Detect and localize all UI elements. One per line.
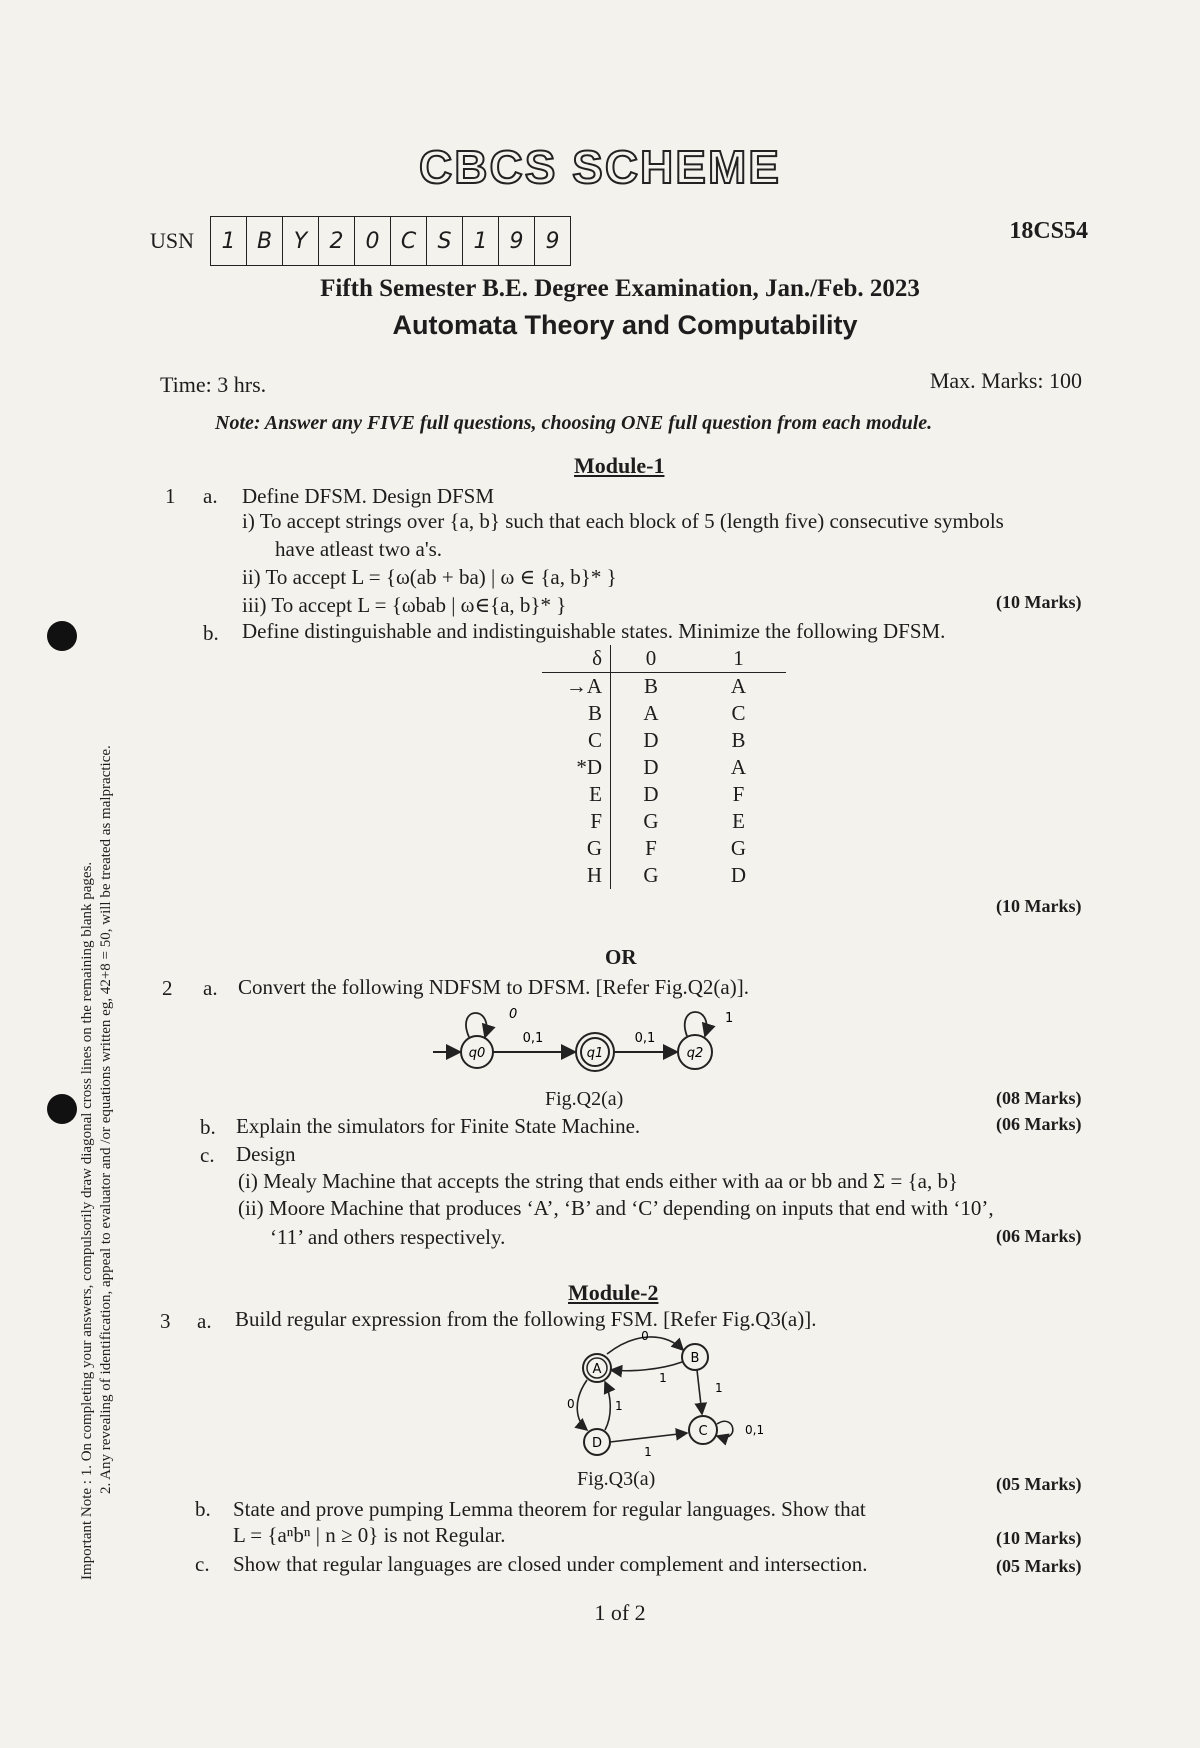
q2c-letter: c. — [200, 1143, 215, 1167]
q3b-marks: (10 Marks) — [996, 1528, 1082, 1548]
or-separator: OR — [605, 945, 637, 969]
edge-q1-q2-label: 0,1 — [634, 1031, 656, 1046]
state-q0-label: q0 — [468, 1046, 486, 1061]
q1b-text: Define distinguishable and indistinguishable states. Minimize the following DFSM. — [242, 619, 946, 643]
q2b-letter: b. — [200, 1115, 216, 1139]
usn-char: C — [391, 217, 427, 265]
q1a-i-line2: have atleast two a's. — [275, 537, 443, 561]
q1a-iii: iii) To accept L = {ωbab | ω∈{a, b}* } — [242, 593, 567, 617]
loop-C-label: 0,1 — [745, 1423, 765, 1437]
usn-char: 9 — [545, 228, 560, 254]
exam-time: Time: 3 hrs. — [160, 372, 267, 397]
table-row: *D D A — [542, 754, 786, 781]
q2c-ii-line1: (ii) Moore Machine that produces ‘A’, ‘B’ and ‘C’ depending on inputs that end with ‘10’, — [238, 1196, 994, 1220]
usn-char: Y — [283, 217, 319, 265]
usn-char: S — [427, 217, 463, 265]
dfsm-transition-table — [542, 645, 786, 889]
q2c-marks: (06 Marks) — [996, 1226, 1082, 1246]
q2a-text: Convert the following NDFSM to DFSM. [Refer Fig.Q2(a)]. — [238, 975, 749, 999]
state-q1-label: q1 — [586, 1046, 604, 1061]
table-row: C D B — [542, 727, 786, 754]
module-2-heading: Module-2 — [568, 1280, 659, 1305]
q2c-i: (i) Mealy Machine that accepts the string that ends either with aa or bb and Σ = {a, b} — [238, 1169, 959, 1193]
exam-title: Fifth Semester B.E. Degree Examination, Jan./Feb. 2023 — [320, 275, 920, 302]
q2a-marks: (08 Marks) — [996, 1088, 1082, 1108]
state-q2-label: q2 — [686, 1046, 704, 1061]
side-note-line2: 2. Any revealing of identification, appeal to evaluator and /or equations written eg, 42+8 = 50, will be treated as malpractice. — [98, 745, 114, 1494]
edge-B-C — [697, 1370, 702, 1414]
usn-label: USN — [150, 228, 195, 253]
loop-q0-label: 0 — [509, 1007, 518, 1022]
self-loop-q2 — [685, 1012, 707, 1036]
q3c-text: Show that regular languages are closed under complement and intersection. — [233, 1552, 868, 1576]
state-B-label: B — [690, 1351, 700, 1366]
q2c-text: Design — [236, 1142, 296, 1166]
table-header-1: 1 — [691, 645, 786, 673]
fig-q3a-caption: Fig.Q3(a) — [577, 1468, 656, 1490]
q1b-letter: b. — [203, 621, 219, 645]
table-row: F G E — [542, 808, 786, 835]
table-row: B A C — [542, 700, 786, 727]
edge-q0-q1-label: 0,1 — [522, 1031, 544, 1046]
edge-D-A-label: 1 — [615, 1399, 623, 1413]
q2a-letter: a. — [203, 976, 218, 1000]
self-loop-q0 — [466, 1013, 487, 1037]
q1a-ii: ii) To accept L = {ω(ab + ba) | ω ∈ {a, b}* } — [242, 565, 617, 589]
edge-B-A — [611, 1362, 682, 1371]
table-row: H G D — [542, 862, 786, 889]
edge-B-A-label: 1 — [659, 1371, 667, 1385]
q3a-marks: (05 Marks) — [996, 1474, 1082, 1494]
state-D-label: D — [591, 1436, 603, 1451]
usn-char: 1 — [211, 217, 247, 265]
instruction-note: Note: Answer any FIVE full questions, choosing ONE full question from each module. — [215, 412, 933, 434]
edge-A-D — [577, 1380, 587, 1430]
q3-number: 3 — [160, 1309, 171, 1333]
q2b-marks: (06 Marks) — [996, 1114, 1082, 1134]
edge-A-D-label: 0 — [567, 1397, 575, 1411]
q3b-line1: State and prove pumping Lemma theorem for regular languages. Show that — [233, 1497, 866, 1521]
table-row: →A B A — [542, 673, 786, 701]
q3b-line2: L = {aⁿbⁿ | n ≥ 0} is not Regular. — [233, 1523, 506, 1547]
scheme-logo: CBCS SCHEME — [419, 141, 781, 193]
q3b-letter: b. — [195, 1497, 211, 1521]
table-row: G F G — [542, 835, 786, 862]
side-note-line1: Important Note : 1. On completing your answers, compulsorily draw diagonal cross lines on the remaining blank pages. — [79, 861, 95, 1580]
course-code: 18CS54 — [1009, 218, 1088, 244]
side-important-note — [78, 500, 116, 1580]
usn-char: 1 — [463, 217, 499, 265]
q3c-letter: c. — [195, 1552, 210, 1576]
q3a-letter: a. — [197, 1309, 212, 1333]
usn-char: 9 — [499, 217, 535, 265]
usn-boxes — [210, 216, 571, 266]
module-1-heading: Module-1 — [574, 453, 665, 478]
edge-D-A — [605, 1382, 610, 1430]
fig-q2a-caption: Fig.Q2(a) — [545, 1088, 624, 1110]
q1a-i-line1: i) To accept strings over {a, b} such that each block of 5 (length five) consecutive symbols — [242, 509, 1004, 533]
state-A-label: A — [592, 1362, 602, 1377]
usn-char: 2 — [319, 217, 355, 265]
table-row: E D F — [542, 781, 786, 808]
table-header-delta: δ — [542, 645, 611, 673]
fig-q2a-ndfsm — [425, 1000, 745, 1090]
q3c-marks: (05 Marks) — [996, 1556, 1082, 1576]
q1a-text: Define DFSM. Design DFSM — [242, 484, 495, 508]
punch-hole — [47, 1094, 77, 1124]
table-header-0: 0 — [611, 645, 692, 673]
q1b-marks: (10 Marks) — [996, 896, 1082, 916]
usn-char: B — [247, 217, 283, 265]
state-C-label: C — [698, 1424, 708, 1439]
fig-q3a-fsm — [545, 1330, 785, 1460]
page-number: 1 of 2 — [594, 1600, 646, 1625]
q1-number: 1 — [165, 484, 176, 508]
edge-B-C-label: 1 — [715, 1381, 723, 1395]
punch-hole — [47, 621, 77, 651]
max-marks: Max. Marks: 100 — [929, 368, 1082, 393]
q2b-text: Explain the simulators for Finite State Machine. — [236, 1114, 641, 1138]
q2c-ii-line2: ‘11’ and others respectively. — [270, 1225, 506, 1249]
q3a-text: Build regular expression from the following FSM. [Refer Fig.Q3(a)]. — [235, 1307, 817, 1331]
loop-q2-label: 1 — [725, 1011, 734, 1026]
self-loop-C — [717, 1421, 733, 1437]
q2-number: 2 — [162, 976, 173, 1000]
q1a-marks: (10 Marks) — [996, 592, 1082, 612]
subject-title: Automata Theory and Computability — [392, 310, 858, 340]
edge-D-C — [610, 1433, 687, 1442]
usn-char: 0 — [355, 217, 391, 265]
edge-D-C-label: 1 — [644, 1445, 652, 1459]
edge-A-B-label: 0 — [641, 1330, 649, 1343]
q1a-letter: a. — [203, 484, 218, 508]
